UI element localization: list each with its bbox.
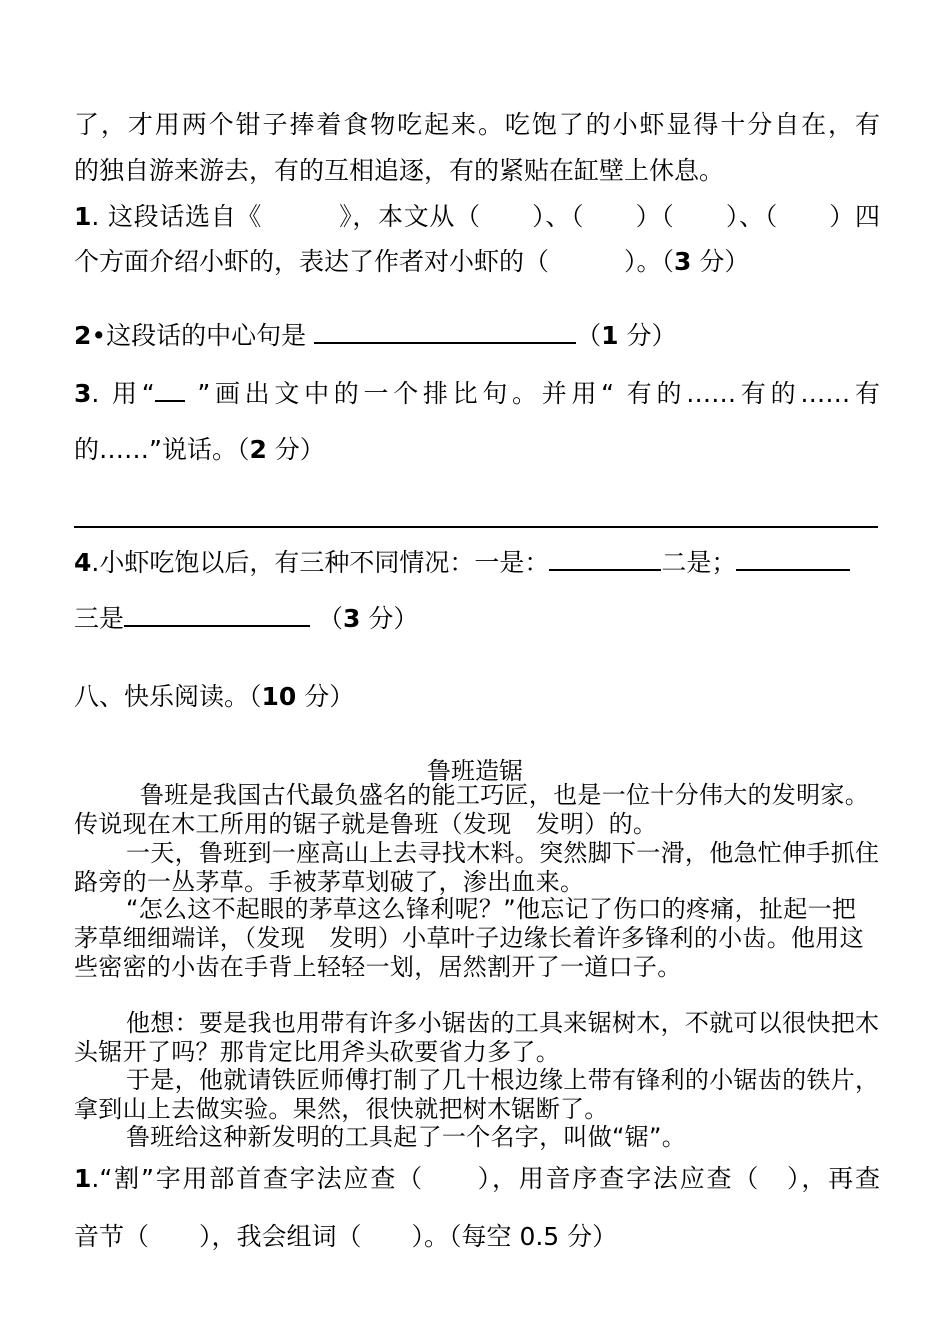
question-1-score: 3	[674, 247, 692, 276]
passage-paragraph-2: 一天，鲁班到一座高山上去寻找木料。突然脚下一滑，他急忙伸手抓住路旁的一丛茅草。手被茅草划破了，渗出血来。	[74, 839, 880, 896]
answer-blank-3[interactable]	[124, 603, 310, 627]
passage-paragraph-1: 鲁班是我国古代最负盛名的能工巧匠，也是一位十分伟大的发明家。传说现在木工所用的锯子就是鲁班（发现 发明）的。	[74, 781, 869, 838]
question-1-number: 1	[74, 202, 92, 231]
question-2-score-open: （	[576, 321, 602, 350]
question-1-text-2: 个方面介绍小虾的，表达了作者对小虾的（ ）。（	[74, 247, 675, 276]
question-2-text: •这段话的中心句是	[91, 321, 315, 350]
question-3-text-c: 的……”说话。（	[74, 435, 250, 464]
question-4-text-b: 二是；	[661, 548, 737, 577]
question-8-1-number: 1	[74, 1164, 92, 1193]
top-text-line1: 了，才用两个钳子捧着食物吃起来。吃饱了的小虾显得十分自在，有	[74, 110, 880, 139]
question-4-line1	[74, 547, 880, 578]
question-8-1-line2: 音节（ ），我会组词（ ）。（每空 0.5 分）	[74, 1222, 618, 1251]
question-3-number: 3	[74, 379, 92, 408]
question-1-line2	[74, 247, 880, 277]
question-4-number: 4	[74, 548, 92, 577]
passage-paragraph-5: 于是，他就请铁匠师傅打制了几十根边缘上带有锋利的小锯齿的铁片，拿到山上去做实验。果然，很快就把树木锯断了。	[74, 1066, 880, 1123]
answer-line[interactable]	[74, 526, 878, 528]
answer-blank-2[interactable]	[736, 547, 850, 571]
question-4-text-c: 三是	[74, 604, 125, 633]
question-1-score-unit: 分）	[691, 247, 750, 276]
section-8-title: 八、快乐阅读。（	[74, 682, 262, 711]
top-text-line2: 的独自游来游去，有的互相追逐，有的紧贴在缸壁上休息。	[74, 156, 725, 185]
underline-sample	[155, 378, 185, 402]
answer-blank-1[interactable]	[549, 547, 661, 571]
question-4-line2	[74, 603, 880, 634]
section-8-score: 10	[261, 682, 297, 711]
question-4-text-a: .小虾吃饱以后，有三种不同情况：一是：	[91, 548, 550, 577]
question-4-score-open: （	[318, 604, 344, 633]
passage-paragraph-3: “怎么这不起眼的茅草这么锋利呢？”他忘记了伤口的疼痛，扯起一把茅草细细端详，（发现 发明）小草叶子边缘长着许多锋利的小齿。他用这些密密的小齿在手背上轻轻一划，居然割开了一道口子。	[74, 895, 864, 981]
question-2-score-unit: 分）	[618, 321, 677, 350]
passage-paragraph-4: 他想：要是我也用带有许多小锯齿的工具来锯树木，不就可以很快把木头锯开了吗？那肯定比用斧头砍要省力多了。	[74, 1009, 880, 1066]
passage-title: 鲁班造锯	[427, 757, 523, 785]
question-8-1-line1	[74, 1164, 880, 1194]
question-2-number: 2	[74, 321, 92, 350]
question-1-line1	[74, 202, 880, 232]
question-3-score: 2	[249, 435, 267, 464]
question-2	[74, 320, 880, 351]
section-8-score-unit: 分）	[296, 682, 355, 711]
question-3-score-unit: 分）	[266, 435, 325, 464]
question-4-score: 3	[343, 604, 361, 633]
question-2-score: 1	[601, 321, 619, 350]
passage-paragraph-6: 鲁班给这种新发明的工具起了一个名字，叫做“锯”。	[126, 1123, 687, 1151]
question-1-text: . 这段话选自《 》，本文从（ ）、（ ）（ ）、（ ）四	[91, 202, 880, 231]
question-4-score-unit: 分）	[360, 604, 419, 633]
question-3-line1	[74, 378, 880, 409]
question-8-1-text: .“割”字用部首查字法应查（ ），用音序查字法应查（ ），再查	[91, 1164, 880, 1193]
question-3-text-b: ”画出文中的一个排比句。并用“ 有的……有的……有	[184, 379, 880, 408]
question-3-line2	[74, 435, 880, 465]
question-3-text-a: . 用“	[91, 379, 155, 408]
answer-blank[interactable]	[314, 320, 576, 344]
section-8-heading	[74, 682, 880, 712]
